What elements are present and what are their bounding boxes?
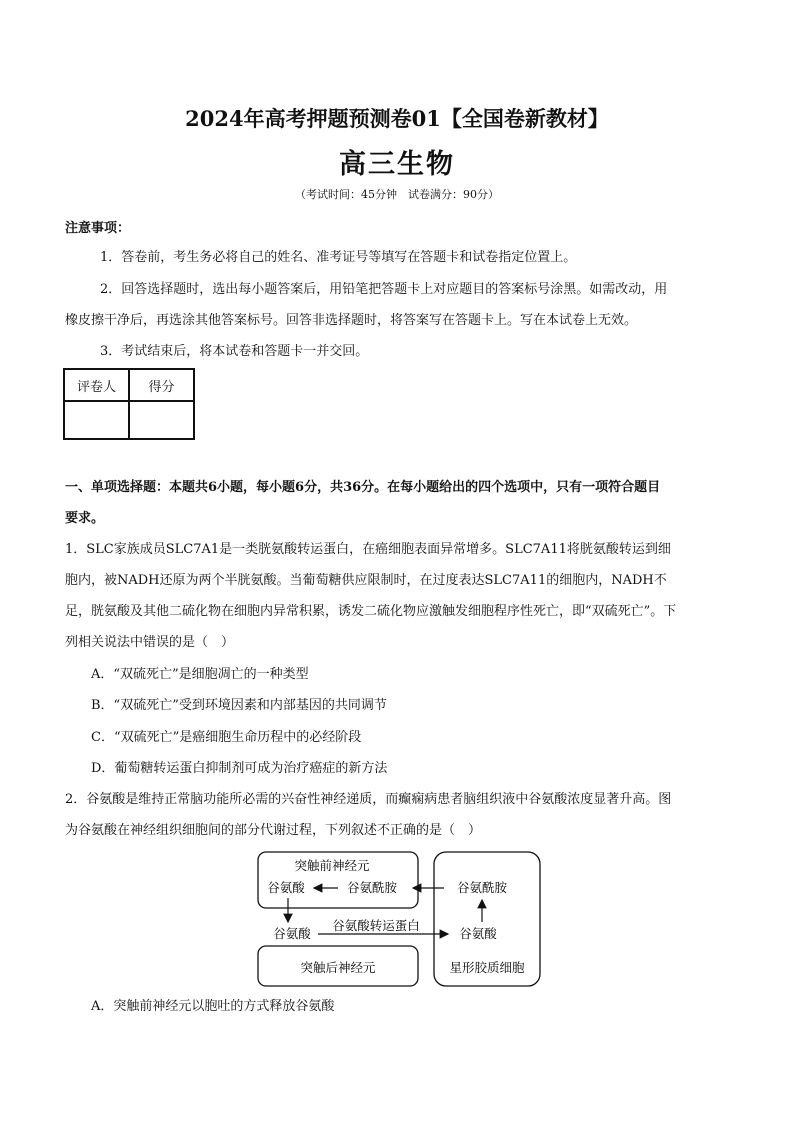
score-table-cell-grader: [64, 401, 129, 439]
q2-option-a: A．突触前神经元以胞吐的方式释放谷氨酸: [91, 999, 335, 1014]
q2-line1: 2．谷氨酸是维持正常脑功能所必需的兴奋性神经递质，而癫痫病患者脑组织液中谷氨酸浓度显著升高。图: [65, 792, 672, 807]
notes-heading: 注意事项：: [65, 221, 131, 236]
score-table-cell-score: [129, 401, 194, 439]
q1-line3: 足，胱氨酸及其他二硫化物在细胞内异常积累，诱发二硫化物应激触发细胞程序性死亡，即“双硫死亡”。下: [65, 604, 677, 619]
q1-option-a: A．“双硫死亡”是细胞凋亡的一种类型: [91, 667, 309, 682]
score-table: [63, 368, 195, 440]
note-item-2-line1: 2．回答选择题时，选出每小题答案后，用铅笔把答题卡上对应题目的答案标号涂黑。如需改动，用: [100, 282, 668, 297]
score-table-header-score: 得分: [129, 369, 194, 401]
glutamate-astrocyte-label: 谷氨酸: [459, 926, 497, 941]
exam-title: 2024年高考押题预测卷01【全国卷新教材】: [185, 106, 609, 131]
presynaptic-neuron-label: 突触前神经元: [294, 858, 370, 873]
q1-option-d: D．葡萄糖转运蛋白抑制剂可成为治疗癌症的新方法: [91, 761, 388, 776]
glutamate-presynaptic-label: 谷氨酸: [267, 880, 305, 895]
glutamine-presynaptic-label: 谷氨酰胺: [346, 880, 398, 895]
q2-line2: 为谷氨酸在神经组织细胞间的部分代谢过程，下列叙述不正确的是（ ）: [65, 823, 482, 838]
glutamine-astrocyte-label: 谷氨酰胺: [456, 880, 508, 895]
astrocyte-label: 星形胶质细胞: [449, 960, 525, 975]
glutamate-metabolism-diagram: [250, 850, 550, 990]
section1-line1: 一、单项选择题：本题共6小题，每小题6分，共36分。在每小题给出的四个选项中，只有一项符合题目: [65, 480, 661, 495]
subject-title: 高三生物: [339, 149, 455, 180]
section1-line2: 要求。: [65, 511, 105, 526]
transporter-label: 谷氨酸转运蛋白: [332, 918, 420, 933]
q1-line4: 列相关说法中错误的是（ ）: [65, 635, 235, 650]
q1-line1: 1．SLC家族成员SLC7A1是一类胱氨酸转运蛋白，在癌细胞表面异常增多。SLC7A11将胱氨酸转运到细: [65, 542, 671, 557]
score-table-header-grader: 评卷人: [64, 369, 129, 401]
q1-option-c: C．“双硫死亡”是癌细胞生命历程中的必经阶段: [91, 730, 362, 745]
note-item-3: 3．考试结束后，将本试卷和答题卡一并交回。: [100, 344, 369, 359]
q1-line2: 胞内，被NADH还原为两个半胱氨酸。当葡萄糖供应限制时，在过度表达SLC7A11的细胞内，NADH不: [65, 573, 667, 588]
q1-option-b: B．“双硫死亡”受到环境因素和内部基因的共同调节: [91, 698, 387, 713]
glutamate-cleft-label: 谷氨酸: [273, 926, 311, 941]
exam-info: （考试时间：45分钟 试卷满分：90分）: [295, 188, 499, 201]
note-item-1: 1．答卷前，考生务必将自己的姓名、准考证号等填写在答题卡和试卷指定位置上。: [100, 250, 577, 265]
note-item-2-line2: 橡皮擦干净后，再选涂其他答案标号。回答非选择题时，将答案写在答题卡上。写在本试卷上无效。: [65, 313, 638, 328]
postsynaptic-neuron-label: 突触后神经元: [300, 960, 376, 975]
